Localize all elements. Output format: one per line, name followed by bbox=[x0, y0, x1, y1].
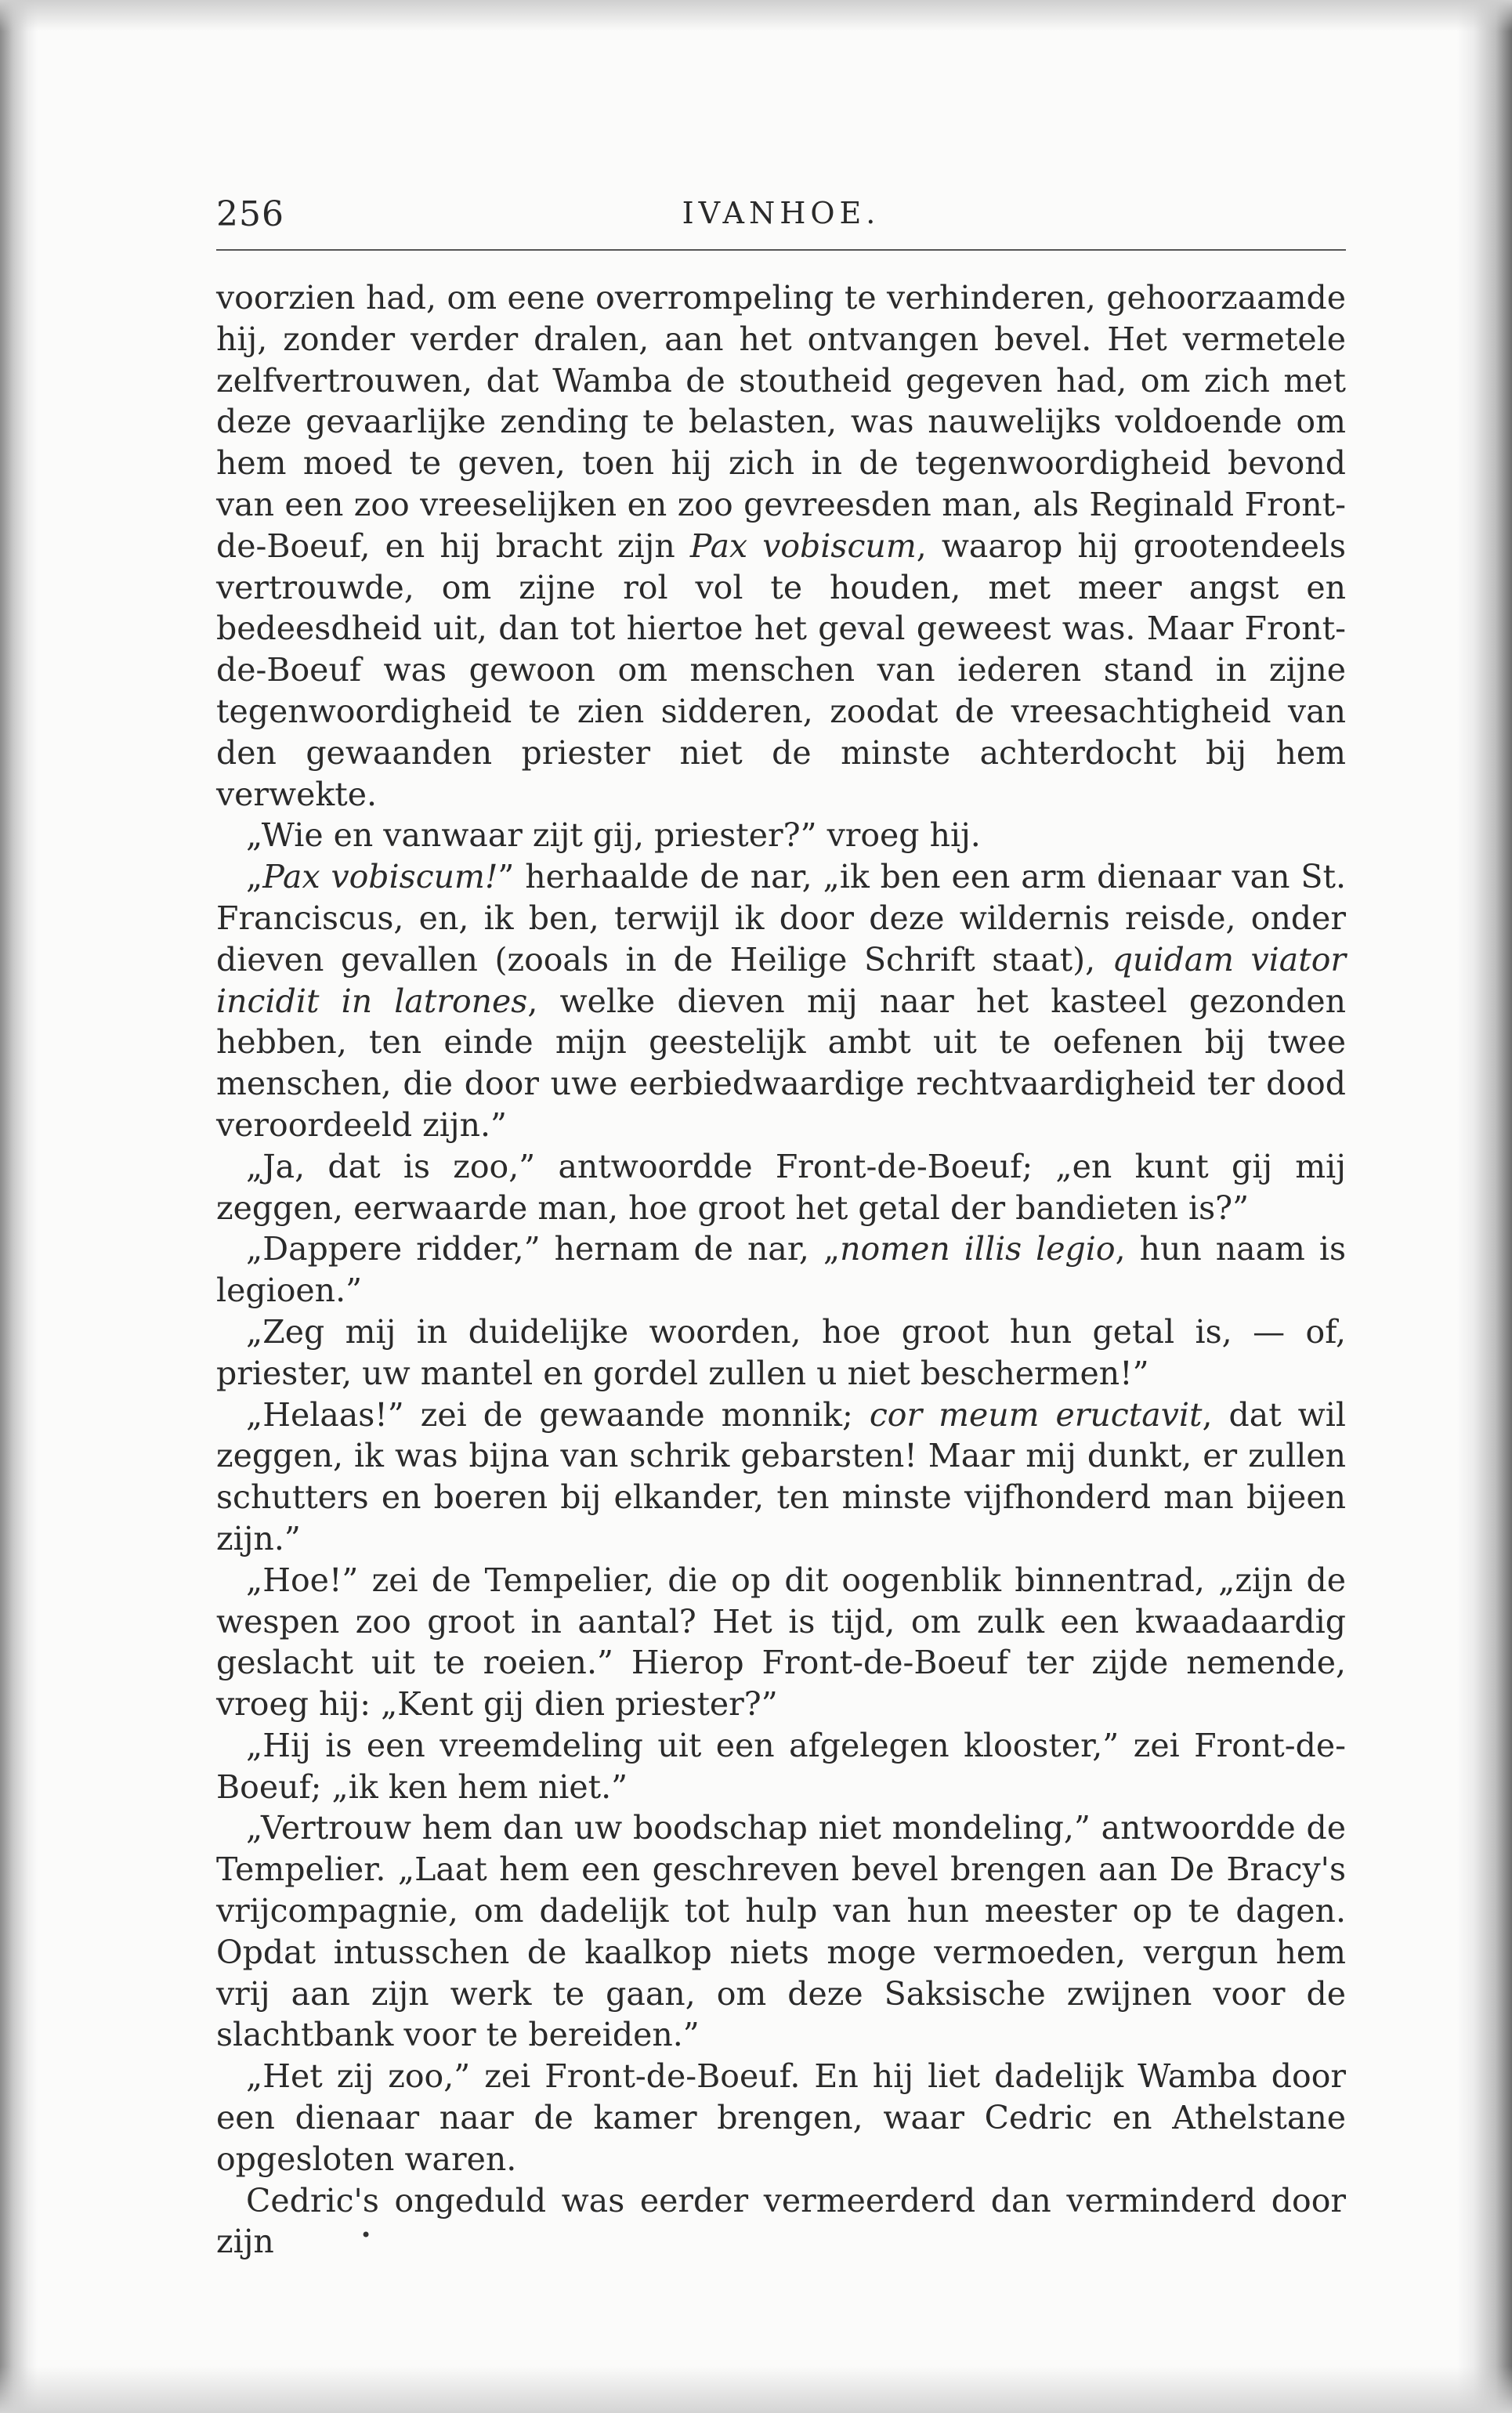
top-scan-shadow bbox=[0, 0, 1512, 31]
paragraph-4: „Ja, dat is zoo,” antwoordde Front-de-Boeuf; „en kunt gij mij zeggen, eerwaarde man, hoe groot het getal der bandieten is?” bbox=[216, 1147, 1346, 1227]
paragraph-8: „Hoe!” zei de Tempelier, die op dit oogenblik binnentrad, „zijn de wespen zoo groot in aantal? Het is tijd, om zulk een kwaadaardig geslacht uit te roeien.” Hierop Front-de-Boeuf ter zijde nemende, vroeg hij: „Kent gij dien priester?” bbox=[216, 1561, 1346, 1724]
header-rule bbox=[216, 249, 1346, 251]
paragraph-5: „Dappere ridder,” hernam de nar, „nomen illis legio, hun naam is legioen.” bbox=[216, 1230, 1346, 1310]
paragraph-7: „Helaas!” zei de gewaande monnik; cor meum eructavit, dat wil zeggen, ik was bijna van schrik gebarsten! Maar mij dunkt, er zullen schutters en boeren bij elkander, ten minste vijfhonderd man bijeen zijn.” bbox=[216, 1395, 1346, 1557]
paragraph-10: „Vertrouw hem dan uw boodschap niet mondeling,” antwoordde de Tempelier. „Laat hem een geschreven bevel brengen aan De Bracy's vrijcompagnie, om dadelijk tot hulp van hun meester op te dagen. Opdat intusschen de kaalkop niets moge vermoeden, vergun hem vrij aan zijn werk te gaan, om deze Saksische zwijnen voor de slachtbank voor te bereiden.” bbox=[216, 1809, 1346, 2054]
latin-phrase: Pax vobiscum! bbox=[262, 858, 498, 896]
page-header bbox=[216, 188, 1346, 243]
paragraph-6: „Zeg mij in duidelijke woorden, hoe groot hun getal is, — of, priester, uw mantel en gordel zullen u niet beschermen!” bbox=[216, 1312, 1346, 1392]
latin-phrase: nomen illis legio bbox=[840, 1230, 1116, 1268]
latin-phrase: quidam viator incidit in latrones bbox=[216, 940, 1347, 1020]
latin-phrase: Pax vobiscum bbox=[689, 526, 917, 565]
right-scan-shadow bbox=[1457, 0, 1512, 2413]
page-number: 256 bbox=[216, 194, 284, 234]
paragraph-2: „Wie en vanwaar zijt gij, priester?” vroeg hij. bbox=[246, 816, 981, 855]
paragraph-3: „Pax vobiscum!” herhaalde de nar, „ik ben een arm dienaar van St. Franciscus, en, ik ben, terwijl ik door deze wildernis reisde, onder dieven gevallen (zooals in de Heilige Schrift staat), quidam viator incidit in latrones, welke dieven mij naar het kasteel gezonden hebben, ten einde mijn geestelijk ambt uit te oefenen bij twee menschen, die door uwe eerbiedwaardige rechtvaardigheid ter dood veroordeeld zijn.” bbox=[216, 858, 1347, 1144]
paragraph-12: Cedric's ongeduld was eerder vermeerderd dan verminderd door zijn bbox=[216, 2181, 1346, 2261]
running-title: IVANHOE. bbox=[682, 196, 881, 230]
body-text bbox=[216, 277, 1346, 2263]
paragraph-11: „Het zij zoo,” zei Front-de-Boeuf. En hij liet dadelijk Wamba door een dienaar naar de kamer brengen, waar Cedric en Athelstane opgesloten waren. bbox=[216, 2057, 1346, 2178]
ink-speck: • bbox=[360, 2224, 372, 2246]
paragraph-1: voorzien had, om eene overrompeling te verhinderen, gehoorzaamde hij, zonder verder dralen, aan het ontvangen bevel. Het vermetele zelfvertrouwen, dat Wamba de stoutheid gegeven had, om zich met deze gevaarlijke zending te belasten, was nauwelijks voldoende om hem moed te geven, toen hij zich in de tegenwoordigheid bevond van een zoo vreeselijken en zoo gevreesden man, als Reginald Front-de-Boeuf, en hij bracht zijn Pax vobiscum, waarop hij grootendeels vertrouwde, om zijne rol vol te houden, met meer angst en bedeesdheid uit, dan tot hiertoe het geval geweest was. Maar Front-de-Boeuf was gewoon om menschen van iederen stand in zijne tegenwoordigheid te zien sidderen, zoodat de vreesachtigheid van den gewaanden priester niet de minste achterdocht bij hem verwekte. bbox=[216, 279, 1346, 813]
paragraph-9: „Hij is een vreemdeling uit een afgelegen klooster,” zei Front-de-Boeuf; „ik ken hem niet.” bbox=[216, 1726, 1346, 1806]
bottom-scan-shadow bbox=[0, 2366, 1512, 2413]
left-scan-shadow bbox=[0, 0, 38, 2413]
latin-phrase: cor meum eructavit bbox=[869, 1395, 1203, 1434]
